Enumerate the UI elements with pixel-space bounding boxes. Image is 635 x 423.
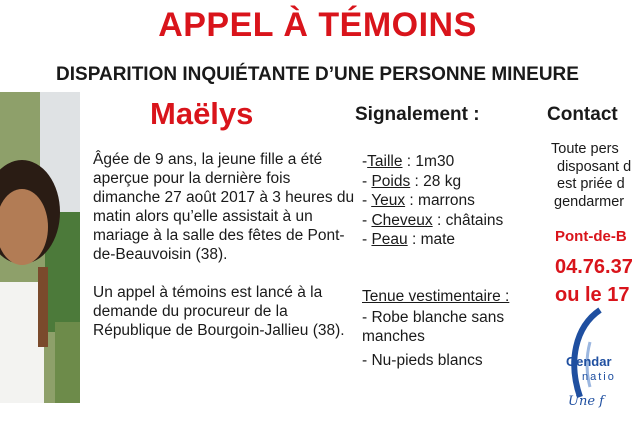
signalement-list (362, 152, 552, 250)
contact-alt-number[interactable]: ou le 17 (555, 284, 630, 306)
signalement-item: - Peau : mate (362, 231, 456, 248)
signalement-item: - Poids : 28 kg (362, 172, 462, 190)
poster-title: APPEL À TÉMOINS (158, 6, 477, 44)
missing-person-photo (0, 92, 80, 403)
contact-place: Pont-de-B (555, 228, 627, 245)
contact-line: est priée d (557, 176, 625, 192)
contact-text (551, 141, 631, 211)
gendarmerie-logo (560, 302, 635, 422)
poster-subtitle: DISPARITION INQUIÉTANTE D’UNE PERSONNE MINEURE (56, 64, 579, 85)
logo-text: natio (582, 371, 616, 383)
outfit-item: - Nu-pieds blancs (362, 352, 483, 369)
contact-line: Toute pers (551, 141, 619, 157)
description (93, 150, 355, 359)
outfit-item: - Robe blanche sans manches (362, 309, 505, 345)
contact-line: disposant d (557, 158, 632, 175)
logo-text: Gendar (566, 354, 612, 369)
description-paragraph: Âgée de 9 ans, la jeune fille a été aperçue pour la dernière fois dimanche 27 août 2017 à 3 heures du matin alors qu’elle assistait à un mariage à la salle des fêtes de Pont-de-Beauvoisin (38). (93, 151, 355, 263)
contact-line: gendarmer (554, 193, 625, 210)
person-name: Maëlys (150, 96, 254, 131)
contact-heading: Contact (547, 104, 618, 125)
signalement-item: -Taille : 1m30 (362, 153, 455, 170)
outfit-list (362, 308, 552, 375)
signalement-item: - Yeux : marrons (362, 192, 475, 209)
logo-script: Une f (568, 394, 604, 409)
outfit-heading: Tenue vestimentaire : (362, 288, 510, 305)
signalement-item: - Cheveux : châtains (362, 211, 504, 229)
contact-phone[interactable]: 04.76.37 (555, 256, 633, 278)
signalement-heading: Signalement : (355, 104, 480, 125)
description-paragraph: Un appel à témoins est lancé à la demande du procureur de la République de Bourgoin-Jallieu (38). (93, 284, 345, 339)
